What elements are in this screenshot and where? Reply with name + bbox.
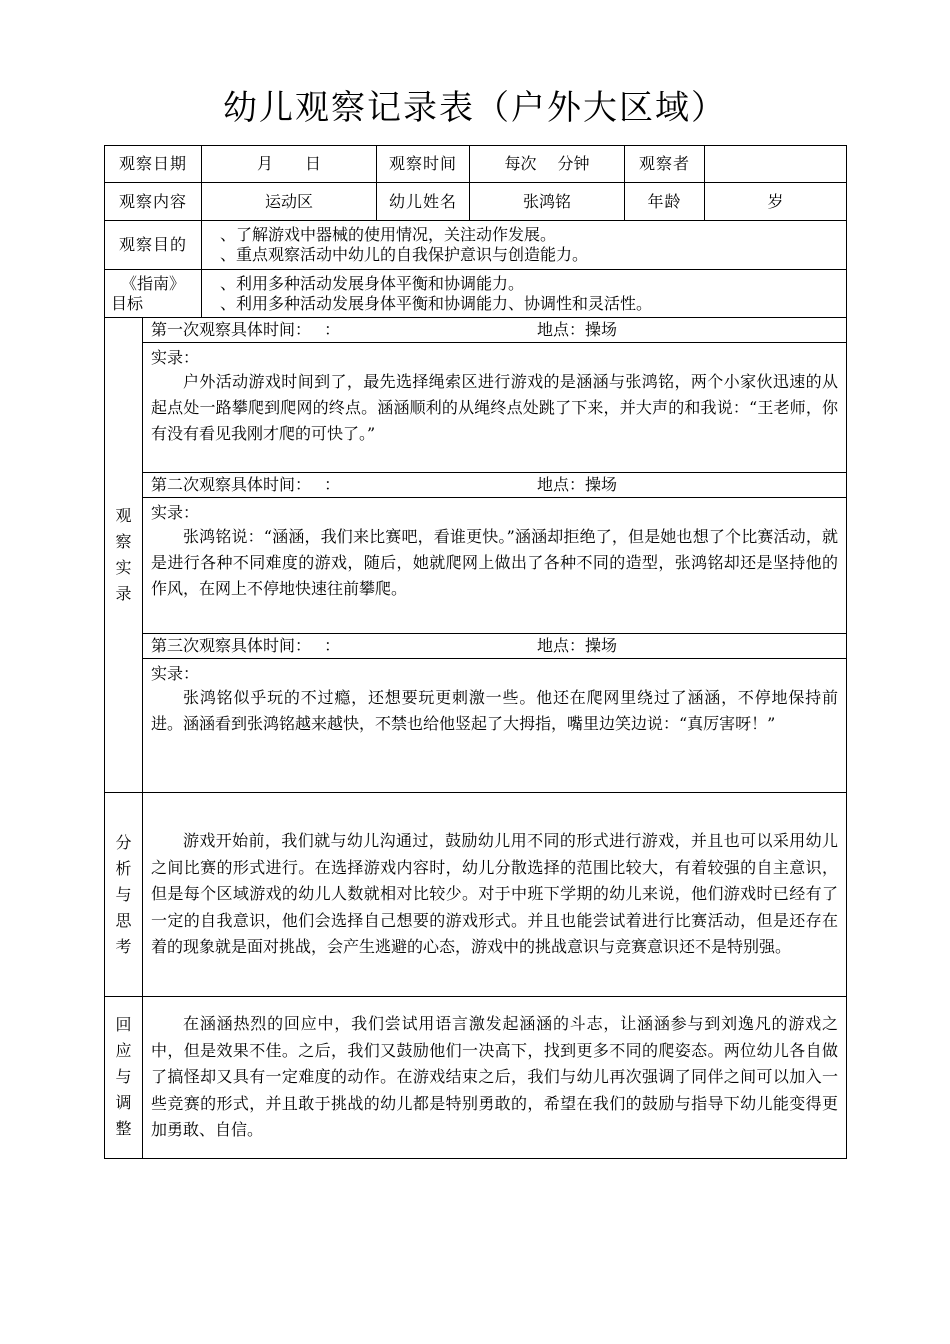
analysis-text: 游戏开始前，我们就与幼儿沟通过，鼓励幼儿用不同的形式进行游戏，并且也可以采用幼儿之间比赛的形式进行。在选择游戏内容时，幼儿分散选择的范围比较大，有着较强的自主意识，但是每个区域游戏的幼儿人数就相对比较少。对于中班下学期的幼儿来说，他们游戏时已经有了一定的自我意识，他们会选择自己想要的游戏形式。并且也能尝试着进行比赛活动，但是还存在着的现象就是面对挑战，会产生逃避的心态，游戏中的挑战意识与竞赛意识还不是特别强。 (151, 831, 839, 957)
observation-3-head (143, 634, 847, 659)
guide-line-1: 、利用多种活动发展身体平衡和协调能力。 (220, 273, 525, 293)
response-label-char: 回 (115, 1015, 132, 1035)
goals-label: 观察目的 (105, 221, 202, 270)
observation-1-body-row (105, 343, 847, 473)
guide-label-line-1: 《指南》 (121, 273, 186, 293)
age-label: 年龄 (625, 183, 705, 221)
observation-3-text: 张鸿铭似乎玩的不过瘾，还想要玩更刺激一些。他还在爬网里绕过了涵涵，不停地保持前进。涵涵看到张鸿铭越来越快，不禁也给他竖起了大拇指，嘴里边笑边说：“真厉害呀！” (151, 688, 839, 733)
observation-3-place: 地点：操场 (537, 636, 618, 655)
analysis-content (143, 793, 847, 997)
goals-row (105, 221, 847, 270)
date-value: 月 日 (202, 146, 377, 183)
time-label: 观察时间 (377, 146, 470, 183)
observation-2-head (143, 473, 847, 498)
response-content (143, 997, 847, 1159)
observation-3-time: 第三次观察具体时间： ： (151, 636, 341, 655)
response-label-char: 调 (115, 1093, 132, 1113)
observation-2-body-row (105, 498, 847, 634)
guide-content (202, 270, 847, 318)
analysis-label-char: 分 (115, 832, 132, 852)
observation-record-table (104, 145, 847, 1159)
content-label: 观察内容 (105, 183, 202, 221)
observation-1-shilu-label: 实录： (151, 348, 200, 367)
observation-3-body (143, 659, 847, 793)
response-section-label (105, 997, 143, 1159)
info-row-1 (105, 146, 847, 183)
page-title: 幼儿观察记录表（户外大区域） (223, 88, 727, 128)
observation-2-head-row (105, 473, 847, 498)
analysis-label-char: 与 (115, 884, 132, 904)
response-text: 在涵涵热烈的回应中，我们尝试用语言激发起涵涵的斗志，让涵涵参与到刘逸凡的游戏之中，但是效果不佳。之后，我们又鼓励他们一决高下，找到更多不同的爬姿态。两位幼儿各自做了搞怪却又具有一定难度的动作。在游戏结束之后，我们与幼儿再次强调了同伴之间可以加入一些竞赛的形式，并且敢于挑战的幼儿都是特别勇敢的，希望在我们的鼓励与指导下幼儿能变得更加勇敢、自信。 (151, 1014, 839, 1139)
obs-label-char: 录 (115, 584, 132, 603)
guide-row (105, 270, 847, 318)
observation-1-time: 第一次观察具体时间： ： (151, 320, 341, 339)
observer-label: 观察者 (625, 146, 705, 183)
time-value: 每次 分钟 (470, 146, 625, 183)
observation-2-place: 地点：操场 (537, 475, 618, 494)
analysis-label-char: 析 (115, 858, 132, 878)
observation-3-shilu-label: 实录： (151, 664, 200, 683)
observation-1-place: 地点：操场 (537, 320, 618, 339)
child-name-label: 幼儿姓名 (377, 183, 470, 221)
child-name-value: 张鸿铭 (470, 183, 625, 221)
observation-2-text: 张鸿铭说：“涵涵，我们来比赛吧，看谁更快。”涵涵却拒绝了，但是她也想了个比赛活动，就是进行各种不同难度的游戏，随后，她就爬网上做出了各种不同的造型，张鸿铭却还是坚持他的作风，在网上不停地快速往前攀爬。 (151, 527, 839, 598)
observation-1-head-row (105, 318, 847, 343)
observation-1-head (143, 318, 847, 343)
age-value: 岁 (705, 183, 847, 221)
guide-label (105, 270, 202, 318)
guide-line-2: 、利用多种活动发展身体平衡和协调能力、协调性和灵活性。 (220, 293, 653, 313)
goals-content (202, 221, 847, 270)
guide-label-line-2: 目标 (111, 293, 144, 313)
content-value: 运动区 (202, 183, 377, 221)
obs-label-char: 察 (115, 532, 132, 551)
response-label-char: 与 (115, 1067, 132, 1087)
goal-line-2: 、重点观察活动中幼儿的自我保护意识与创造能力。 (220, 245, 589, 264)
observation-3-body-row (105, 659, 847, 793)
analysis-label-char: 思 (115, 910, 132, 930)
observation-2-time: 第二次观察具体时间： ： (151, 475, 341, 494)
response-label-char: 整 (115, 1119, 132, 1139)
observation-1-body (143, 343, 847, 473)
observation-2-body (143, 498, 847, 634)
observation-3-head-row (105, 634, 847, 659)
analysis-section-label (105, 793, 143, 997)
info-row-2 (105, 183, 847, 221)
date-label: 观察日期 (105, 146, 202, 183)
analysis-label-char: 考 (115, 936, 132, 956)
observation-section-label (105, 318, 143, 793)
observation-1-text: 户外活动游戏时间到了，最先选择绳索区进行游戏的是涵涵与张鸿铭，两个小家伙迅速的从起点处一路攀爬到爬网的终点。涵涵顺利的从绳终点处跳了下来，并大声的和我说：“王老师，你有没有看见我刚才爬的可快了。” (151, 372, 839, 443)
obs-label-char: 观 (115, 506, 132, 525)
observation-2-shilu-label: 实录： (151, 503, 200, 522)
response-label-char: 应 (115, 1041, 132, 1061)
obs-label-char: 实 (115, 558, 132, 577)
observer-value (705, 146, 847, 183)
analysis-row (105, 793, 847, 997)
response-row (105, 997, 847, 1159)
goal-line-1: 、了解游戏中器械的使用情况，关注动作发展。 (220, 225, 557, 244)
